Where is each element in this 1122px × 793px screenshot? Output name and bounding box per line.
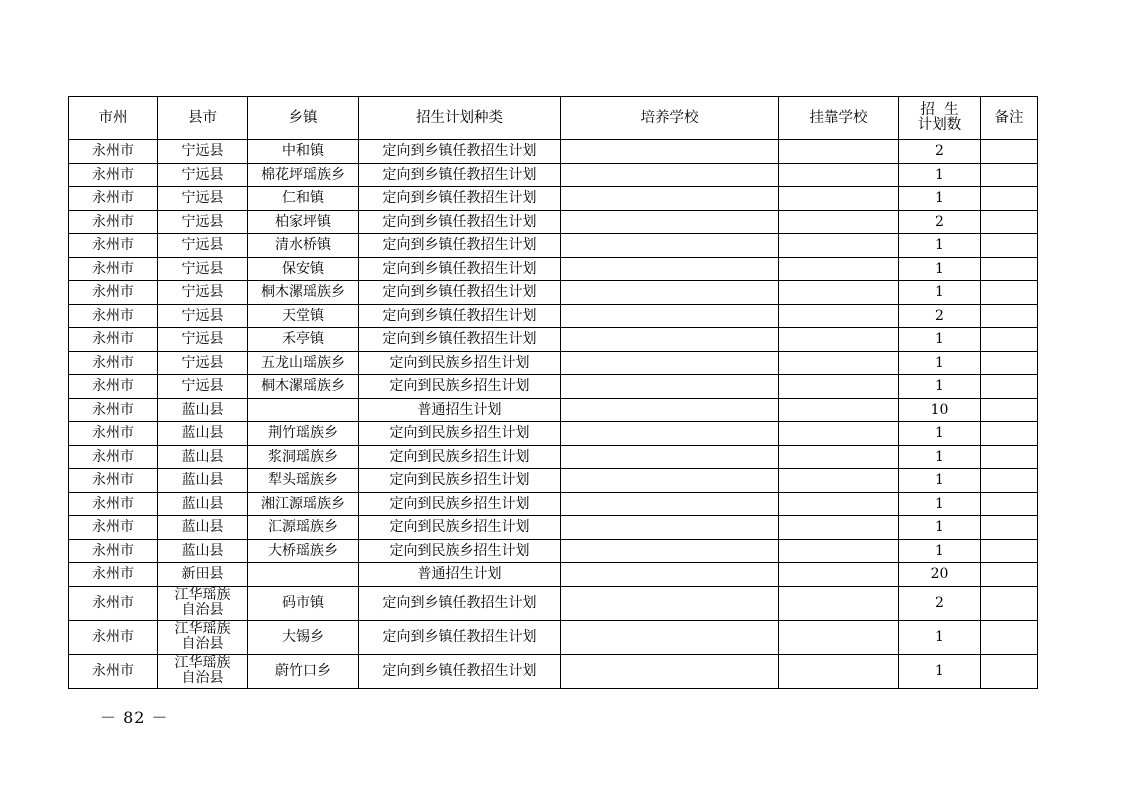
cell-county: 宁远县 [158, 281, 248, 305]
cell-training-school [561, 210, 779, 234]
cell-plan-count: 1 [899, 328, 981, 352]
cell-affiliated-school [779, 445, 899, 469]
cell-city: 永州市 [69, 257, 158, 281]
cell-county: 宁远县 [158, 234, 248, 258]
cell-county: 蓝山县 [158, 539, 248, 563]
cell-city: 永州市 [69, 187, 158, 211]
header-plan-count [899, 97, 981, 140]
header-plan-count-line1: 招 生 [920, 102, 959, 118]
cell-city: 永州市 [69, 620, 158, 654]
table-row [69, 398, 1038, 422]
table-row [69, 163, 1038, 187]
cell-affiliated-school [779, 375, 899, 399]
table-row [69, 586, 1038, 620]
cell-training-school [561, 445, 779, 469]
cell-plan-type: 普通招生计划 [359, 398, 561, 422]
cell-remarks [981, 445, 1038, 469]
cell-town: 码市镇 [248, 586, 359, 620]
cell-county: 蓝山县 [158, 492, 248, 516]
cell-training-school [561, 328, 779, 352]
table-row [69, 563, 1038, 587]
cell-plan-count: 1 [899, 516, 981, 540]
cell-county: 宁远县 [158, 210, 248, 234]
cell-plan-count: 1 [899, 375, 981, 399]
table-row [69, 492, 1038, 516]
cell-plan-count: 1 [899, 187, 981, 211]
cell-town: 柏家坪镇 [248, 210, 359, 234]
cell-remarks [981, 654, 1038, 688]
table-body [69, 140, 1038, 689]
cell-city: 永州市 [69, 539, 158, 563]
cell-town: 保安镇 [248, 257, 359, 281]
cell-affiliated-school [779, 210, 899, 234]
cell-plan-count: 1 [899, 281, 981, 305]
cell-remarks [981, 281, 1038, 305]
cell-training-school [561, 163, 779, 187]
table-row [69, 257, 1038, 281]
cell-plan-count: 1 [899, 539, 981, 563]
cell-town: 清水桥镇 [248, 234, 359, 258]
cell-training-school [561, 351, 779, 375]
header-training-school: 培养学校 [561, 97, 779, 140]
cell-county: 宁远县 [158, 351, 248, 375]
cell-city: 永州市 [69, 163, 158, 187]
cell-remarks [981, 187, 1038, 211]
cell-remarks [981, 563, 1038, 587]
cell-remarks [981, 140, 1038, 164]
cell-remarks [981, 620, 1038, 654]
cell-county-text: 江华瑶族自治县 [174, 587, 231, 618]
cell-plan-type: 定向到民族乡招生计划 [359, 492, 561, 516]
cell-remarks [981, 351, 1038, 375]
cell-plan-type: 定向到民族乡招生计划 [359, 375, 561, 399]
cell-training-school [561, 140, 779, 164]
cell-county: 宁远县 [158, 163, 248, 187]
cell-county: 蓝山县 [158, 398, 248, 422]
cell-training-school [561, 492, 779, 516]
header-town: 乡镇 [248, 97, 359, 140]
cell-city: 永州市 [69, 469, 158, 493]
cell-plan-count: 1 [899, 234, 981, 258]
cell-county: 宁远县 [158, 140, 248, 164]
table-row [69, 469, 1038, 493]
cell-training-school [561, 234, 779, 258]
cell-remarks [981, 516, 1038, 540]
cell-county: 新田县 [158, 563, 248, 587]
cell-plan-count: 2 [899, 210, 981, 234]
cell-plan-type: 定向到民族乡招生计划 [359, 422, 561, 446]
cell-town: 浆洞瑶族乡 [248, 445, 359, 469]
cell-affiliated-school [779, 586, 899, 620]
cell-plan-type: 定向到民族乡招生计划 [359, 516, 561, 540]
cell-city: 永州市 [69, 398, 158, 422]
table-row [69, 620, 1038, 654]
cell-plan-count: 1 [899, 351, 981, 375]
cell-affiliated-school [779, 563, 899, 587]
cell-town: 桐木漯瑶族乡 [248, 375, 359, 399]
cell-city: 永州市 [69, 234, 158, 258]
cell-plan-count: 20 [899, 563, 981, 587]
cell-county [158, 654, 248, 688]
table-row [69, 351, 1038, 375]
cell-plan-count: 2 [899, 586, 981, 620]
cell-city: 永州市 [69, 140, 158, 164]
cell-training-school [561, 398, 779, 422]
cell-plan-type: 定向到乡镇任教招生计划 [359, 620, 561, 654]
cell-town: 棉花坪瑶族乡 [248, 163, 359, 187]
table-row [69, 140, 1038, 164]
cell-plan-count: 1 [899, 163, 981, 187]
cell-city: 永州市 [69, 304, 158, 328]
header-plan-count-line2: 计划数 [917, 117, 962, 133]
cell-plan-count: 1 [899, 492, 981, 516]
cell-county: 宁远县 [158, 187, 248, 211]
cell-plan-type: 定向到乡镇任教招生计划 [359, 140, 561, 164]
cell-town: 汇源瑶族乡 [248, 516, 359, 540]
cell-plan-type: 定向到乡镇任教招生计划 [359, 257, 561, 281]
cell-plan-type: 定向到民族乡招生计划 [359, 539, 561, 563]
cell-training-school [561, 539, 779, 563]
cell-county: 蓝山县 [158, 516, 248, 540]
cell-training-school [561, 375, 779, 399]
cell-town: 仁和镇 [248, 187, 359, 211]
cell-affiliated-school [779, 620, 899, 654]
cell-plan-type: 定向到乡镇任教招生计划 [359, 163, 561, 187]
cell-city: 永州市 [69, 492, 158, 516]
table-row [69, 539, 1038, 563]
table-header [69, 97, 1038, 140]
cell-affiliated-school [779, 654, 899, 688]
cell-remarks [981, 422, 1038, 446]
table-row [69, 304, 1038, 328]
cell-county: 宁远县 [158, 304, 248, 328]
cell-plan-count: 2 [899, 140, 981, 164]
table-row [69, 422, 1038, 446]
cell-plan-type: 定向到乡镇任教招生计划 [359, 586, 561, 620]
cell-remarks [981, 539, 1038, 563]
table-row [69, 187, 1038, 211]
table-row [69, 328, 1038, 352]
cell-remarks [981, 234, 1038, 258]
cell-city: 永州市 [69, 351, 158, 375]
cell-affiliated-school [779, 234, 899, 258]
cell-affiliated-school [779, 492, 899, 516]
cell-training-school [561, 654, 779, 688]
cell-training-school [561, 281, 779, 305]
cell-town: 蔚竹口乡 [248, 654, 359, 688]
cell-plan-count: 10 [899, 398, 981, 422]
cell-county-text: 江华瑶族自治县 [174, 655, 231, 686]
cell-plan-count: 1 [899, 422, 981, 446]
cell-city: 永州市 [69, 375, 158, 399]
cell-town [248, 398, 359, 422]
cell-county: 蓝山县 [158, 422, 248, 446]
cell-affiliated-school [779, 398, 899, 422]
cell-plan-count: 1 [899, 445, 981, 469]
cell-plan-type: 定向到乡镇任教招生计划 [359, 654, 561, 688]
cell-remarks [981, 586, 1038, 620]
cell-plan-type: 普通招生计划 [359, 563, 561, 587]
cell-training-school [561, 620, 779, 654]
table-row [69, 516, 1038, 540]
cell-city: 永州市 [69, 586, 158, 620]
cell-affiliated-school [779, 516, 899, 540]
cell-affiliated-school [779, 140, 899, 164]
header-remarks: 备注 [981, 97, 1038, 140]
cell-plan-type: 定向到乡镇任教招生计划 [359, 234, 561, 258]
table-row [69, 375, 1038, 399]
cell-training-school [561, 469, 779, 493]
cell-remarks [981, 328, 1038, 352]
cell-affiliated-school [779, 304, 899, 328]
cell-county [158, 586, 248, 620]
cell-remarks [981, 210, 1038, 234]
cell-town: 五龙山瑶族乡 [248, 351, 359, 375]
cell-county: 蓝山县 [158, 445, 248, 469]
cell-county: 宁远县 [158, 375, 248, 399]
cell-plan-count: 1 [899, 620, 981, 654]
cell-remarks [981, 469, 1038, 493]
cell-town: 禾亭镇 [248, 328, 359, 352]
cell-affiliated-school [779, 422, 899, 446]
cell-remarks [981, 163, 1038, 187]
cell-affiliated-school [779, 163, 899, 187]
cell-county-text: 江华瑶族自治县 [174, 621, 231, 652]
cell-plan-type: 定向到乡镇任教招生计划 [359, 304, 561, 328]
cell-town: 犁头瑶族乡 [248, 469, 359, 493]
cell-affiliated-school [779, 187, 899, 211]
cell-plan-count: 1 [899, 469, 981, 493]
cell-city: 永州市 [69, 210, 158, 234]
cell-town: 大桥瑶族乡 [248, 539, 359, 563]
enrollment-plan-table [68, 96, 1038, 689]
cell-plan-type: 定向到民族乡招生计划 [359, 351, 561, 375]
header-city: 市州 [69, 97, 158, 140]
cell-town: 天堂镇 [248, 304, 359, 328]
cell-county: 宁远县 [158, 328, 248, 352]
cell-town: 大锡乡 [248, 620, 359, 654]
cell-affiliated-school [779, 328, 899, 352]
cell-plan-count: 2 [899, 304, 981, 328]
cell-training-school [561, 422, 779, 446]
cell-city: 永州市 [69, 563, 158, 587]
cell-town [248, 563, 359, 587]
cell-affiliated-school [779, 281, 899, 305]
cell-training-school [561, 516, 779, 540]
cell-plan-type: 定向到民族乡招生计划 [359, 445, 561, 469]
cell-remarks [981, 375, 1038, 399]
cell-remarks [981, 304, 1038, 328]
cell-plan-type: 定向到乡镇任教招生计划 [359, 281, 561, 305]
table-row [69, 234, 1038, 258]
cell-town: 中和镇 [248, 140, 359, 164]
table-row [69, 281, 1038, 305]
cell-remarks [981, 398, 1038, 422]
cell-city: 永州市 [69, 516, 158, 540]
cell-county [158, 620, 248, 654]
cell-plan-count: 1 [899, 654, 981, 688]
cell-affiliated-school [779, 539, 899, 563]
cell-plan-type: 定向到乡镇任教招生计划 [359, 328, 561, 352]
cell-training-school [561, 563, 779, 587]
cell-city: 永州市 [69, 654, 158, 688]
table-row [69, 445, 1038, 469]
cell-training-school [561, 304, 779, 328]
cell-remarks [981, 492, 1038, 516]
cell-training-school [561, 187, 779, 211]
cell-county: 宁远县 [158, 257, 248, 281]
cell-training-school [561, 257, 779, 281]
cell-affiliated-school [779, 257, 899, 281]
cell-city: 永州市 [69, 445, 158, 469]
cell-plan-type: 定向到乡镇任教招生计划 [359, 187, 561, 211]
cell-city: 永州市 [69, 281, 158, 305]
cell-town: 湘江源瑶族乡 [248, 492, 359, 516]
page-number: － 82 － [100, 708, 169, 727]
cell-plan-type: 定向到民族乡招生计划 [359, 469, 561, 493]
header-county: 县市 [158, 97, 248, 140]
cell-city: 永州市 [69, 328, 158, 352]
cell-town: 桐木漯瑶族乡 [248, 281, 359, 305]
table-row [69, 654, 1038, 688]
cell-town: 荆竹瑶族乡 [248, 422, 359, 446]
cell-remarks [981, 257, 1038, 281]
cell-affiliated-school [779, 469, 899, 493]
cell-affiliated-school [779, 351, 899, 375]
cell-county: 蓝山县 [158, 469, 248, 493]
header-affiliated-school: 挂靠学校 [779, 97, 899, 140]
cell-city: 永州市 [69, 422, 158, 446]
cell-plan-count: 1 [899, 257, 981, 281]
table-row [69, 210, 1038, 234]
cell-training-school [561, 586, 779, 620]
cell-plan-type: 定向到乡镇任教招生计划 [359, 210, 561, 234]
header-plan-type: 招生计划种类 [359, 97, 561, 140]
